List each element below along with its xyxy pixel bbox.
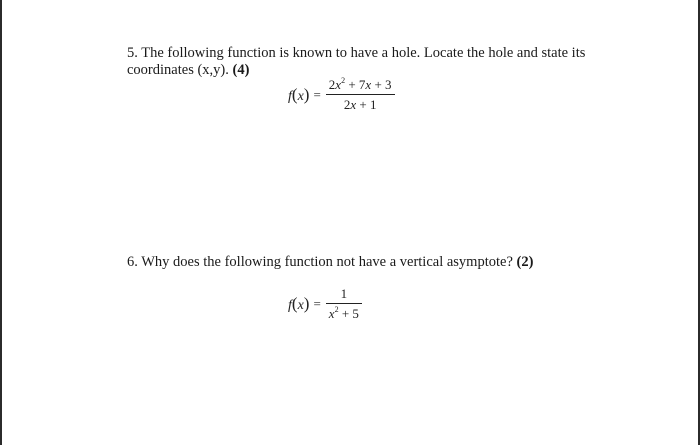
question-6-text-body: 6. Why does the following function not have a vertical asymptote?: [127, 254, 517, 270]
term-exponent: 2: [341, 76, 346, 85]
equals-sign: =: [313, 295, 321, 311]
function-variable: x: [297, 88, 304, 104]
function-variable: x: [297, 297, 304, 313]
function-letter: f: [288, 88, 292, 104]
term-coefficient: 7: [358, 77, 366, 92]
function-letter: f: [288, 297, 292, 313]
fraction-denominator: [341, 97, 380, 112]
equals-sign: =: [313, 86, 321, 102]
question-5-text-line-2-body: coordinates (x,y).: [127, 62, 233, 78]
fraction-bar: [326, 94, 395, 95]
question-5-formula: [288, 77, 395, 112]
question-6-points: (2): [516, 254, 534, 270]
fraction-bar: [326, 303, 362, 304]
left-page-edge: [0, 0, 2, 445]
question-5-points: (4): [232, 62, 250, 78]
question-6-text-line-1: [127, 254, 533, 271]
term-variable: x: [365, 77, 372, 92]
plus-operator: +: [356, 97, 370, 112]
function-name: f(x): [288, 293, 310, 313]
term-coefficient: 2: [343, 97, 351, 112]
fraction: [326, 77, 395, 112]
plus-operator: +: [371, 77, 386, 92]
constant-term: 1: [369, 97, 377, 112]
fraction-denominator: [326, 306, 362, 321]
term-coefficient: 2: [328, 77, 336, 92]
question-5-text-line-1: 5. The following function is known to have a hole. Locate the hole and state its: [127, 45, 586, 61]
fraction-numerator: 1: [340, 286, 348, 301]
constant-term: 3: [385, 77, 392, 92]
constant-term: 5: [352, 306, 359, 321]
term-variable: x: [328, 306, 335, 321]
fraction-numerator: [326, 77, 395, 92]
plus-operator: +: [345, 77, 359, 92]
function-name: f(x): [288, 84, 310, 104]
term-variable: x: [335, 77, 342, 92]
plus-operator: +: [338, 306, 353, 321]
question-5-text-line-2: [127, 62, 249, 79]
fraction: [326, 286, 362, 321]
question-6-formula: [288, 286, 362, 321]
term-variable: x: [350, 97, 357, 112]
term-exponent: 2: [334, 305, 339, 314]
